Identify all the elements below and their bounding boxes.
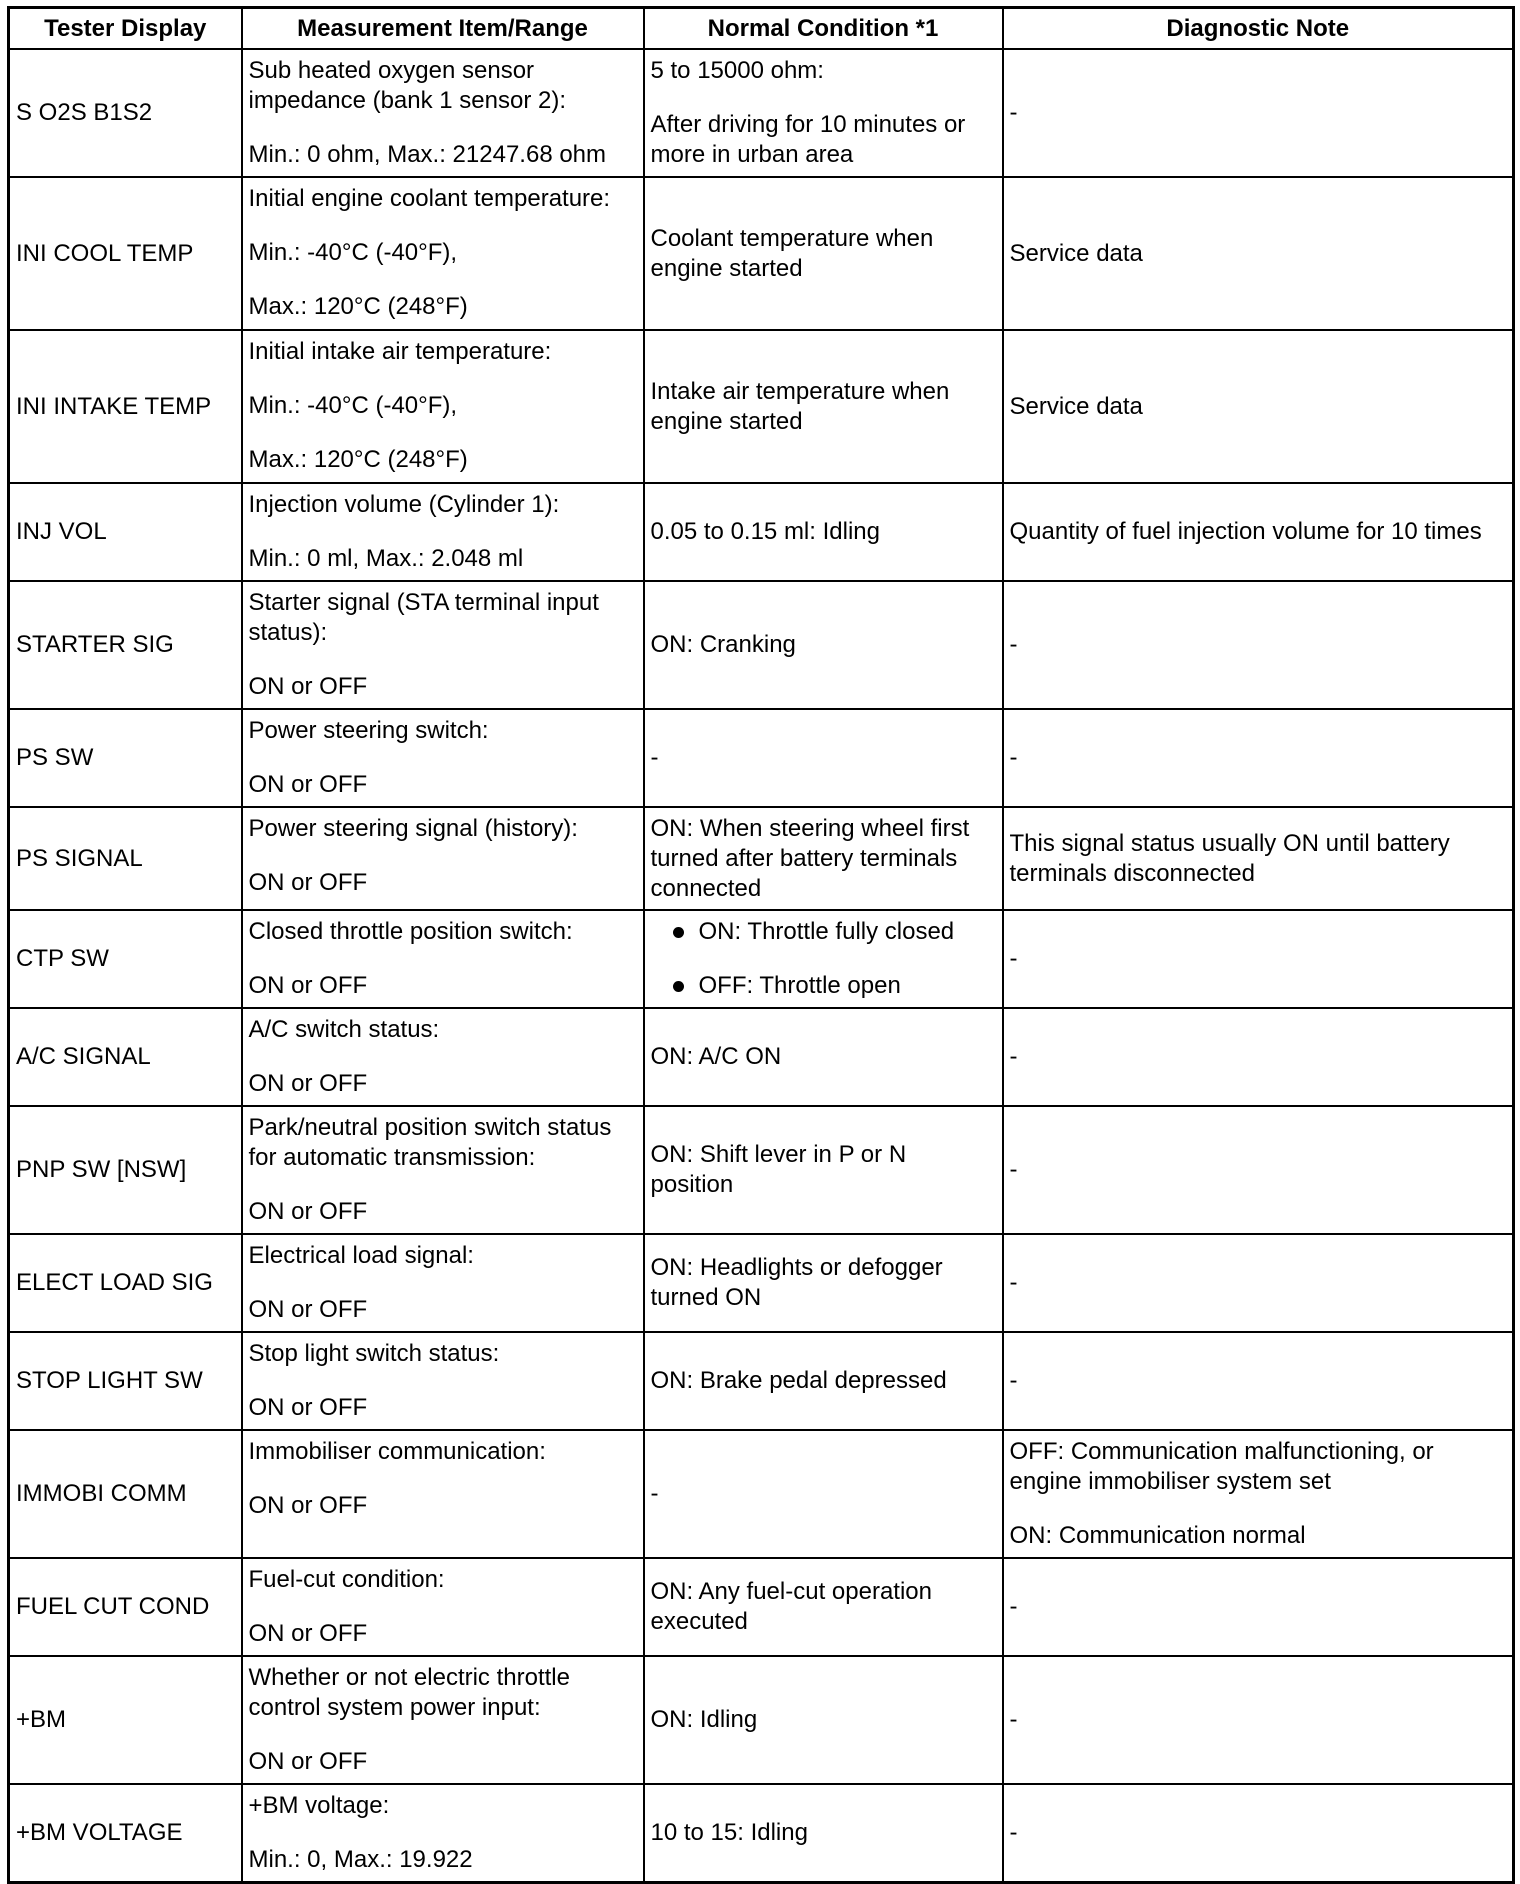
diagnostic-note-cell [1003, 1784, 1514, 1882]
measurement-text: ON or OFF [248, 771, 368, 798]
normal-condition-text: ON: Shift lever in P or N position [650, 1141, 907, 1198]
tester-display-cell [9, 807, 242, 910]
diagnostic-note-cell [1003, 177, 1514, 330]
measurement-text: Min.: -40°C (-40°F), [248, 392, 458, 419]
diagnostic-note-cell [1003, 49, 1514, 177]
normal-condition-cell [644, 1106, 1003, 1234]
table-body [9, 49, 1514, 1882]
normal-condition-cell [644, 1430, 1003, 1558]
diagnostic-note-cell [1003, 581, 1514, 709]
normal-condition-text: Intake air temperature when engine started [650, 377, 950, 435]
normal-condition-cell [644, 709, 1003, 807]
normal-condition-text: - [650, 744, 659, 771]
normal-condition-text: ON: A/C ON [650, 1043, 782, 1070]
normal-condition-cell [644, 1784, 1003, 1882]
header-measurement-item: Measurement Item/Range [242, 8, 644, 50]
measurement-text: Electrical load signal: [248, 1242, 474, 1269]
diagnostic-note-cell [1003, 1106, 1514, 1234]
normal-condition-text: ON: Any fuel-cut operation executed [650, 1578, 932, 1635]
diagnostic-note-cell [1003, 807, 1514, 910]
measurement-text: Starter signal (STA terminal input status): [248, 589, 599, 646]
normal-condition-text: ON: Idling [650, 1706, 758, 1733]
tester-display-cell [9, 1106, 242, 1234]
tester-display-cell [9, 709, 242, 807]
normal-condition-text: ON: When steering wheel first turned after battery terminals connected [650, 814, 970, 902]
measurement-cell [242, 483, 644, 581]
normal-condition-cell [644, 49, 1003, 177]
diagnostic-note-cell [1003, 1656, 1514, 1784]
diagnostic-note-cell [1003, 910, 1514, 1008]
tester-display-text: PNP SW [NSW] [16, 1156, 187, 1183]
normal-condition-text: After driving for 10 minutes or more in urban area [650, 111, 966, 168]
diagnostic-note-text: OFF: Communication malfunctioning, or engine immobiliser system set [1009, 1438, 1434, 1495]
normal-condition-text: Coolant temperature when engine started [650, 224, 934, 282]
measurement-text: Power steering signal (history): [248, 815, 578, 842]
measurement-text: Min.: 0 ml, Max.: 2.048 ml [248, 545, 524, 572]
diagnostic-note-text: Quantity of fuel injection volume for 10 times [1009, 518, 1482, 545]
measurement-text: ON or OFF [248, 972, 368, 999]
tester-display-text: IMMOBI COMM [16, 1480, 187, 1507]
measurement-cell [242, 330, 644, 483]
measurement-cell [242, 910, 644, 1008]
measurement-text: Whether or not electric throttle control system power input: [248, 1664, 570, 1721]
diagnostic-note-text: - [1009, 1818, 1018, 1846]
measurement-cell [242, 709, 644, 807]
table-row [9, 1656, 1514, 1784]
table-row [9, 1234, 1514, 1332]
diagnostic-note-cell [1003, 1558, 1514, 1656]
tester-display-text: STARTER SIG [16, 631, 174, 658]
tester-display-cell [9, 49, 242, 177]
table-row [9, 330, 1514, 483]
diagnostic-note-text: - [1009, 1156, 1018, 1183]
normal-condition-cell [644, 1656, 1003, 1784]
tester-display-cell [9, 1656, 242, 1784]
tester-display-cell [9, 1784, 242, 1882]
diagnostic-note-text: - [1009, 1706, 1018, 1733]
table-row [9, 1332, 1514, 1430]
tester-display-cell [9, 1234, 242, 1332]
diagnostic-note-text: This signal status usually ON until battery terminals disconnected [1009, 829, 1450, 887]
diagnostic-note-text: - [1009, 1043, 1018, 1070]
tester-display-text: STOP LIGHT SW [16, 1367, 203, 1394]
diagnostic-note-cell [1003, 709, 1514, 807]
measurement-text: Min.: -40°C (-40°F), [248, 239, 458, 266]
table-row [9, 709, 1514, 807]
diagnostic-note-text: - [1009, 99, 1018, 126]
measurement-text: ON or OFF [248, 1070, 368, 1097]
measurement-text: ON or OFF [248, 673, 368, 700]
measurement-text: Max.: 120°C (248°F) [248, 446, 468, 473]
normal-condition-cell [644, 910, 1003, 1008]
normal-condition-cell [644, 1332, 1003, 1430]
table-row [9, 177, 1514, 330]
table-row [9, 1106, 1514, 1234]
diagnostic-note-cell [1003, 1008, 1514, 1106]
table-row [9, 807, 1514, 910]
diagnostic-note-cell [1003, 330, 1514, 483]
measurement-text: ON or OFF [248, 869, 368, 896]
header-diagnostic-note: Diagnostic Note [1003, 8, 1514, 50]
measurement-text: ON or OFF [248, 1296, 368, 1323]
tester-display-text: ELECT LOAD SIG [16, 1269, 213, 1296]
normal-condition-text: ON: Brake pedal depressed [650, 1367, 947, 1394]
measurement-cell [242, 1558, 644, 1656]
diagnostic-note-text: - [1009, 1367, 1018, 1394]
measurement-cell [242, 1430, 644, 1558]
measurement-text: Park/neutral position switch status for automatic transmission: [248, 1114, 612, 1171]
measurement-text: ON or OFF [248, 1492, 368, 1519]
tester-display-text: INI COOL TEMP [16, 239, 194, 267]
tester-display-text: A/C SIGNAL [16, 1043, 151, 1070]
tester-display-cell [9, 1430, 242, 1558]
measurement-cell [242, 1784, 644, 1882]
diagnostic-note-text: - [1009, 631, 1018, 658]
normal-condition-text: 10 to 15: Idling [650, 1818, 808, 1846]
diagnostic-note-text: - [1009, 1269, 1018, 1296]
measurement-cell [242, 1008, 644, 1106]
tester-display-cell [9, 1558, 242, 1656]
header-tester-display: Tester Display [9, 8, 242, 50]
normal-condition-text: ON: Headlights or defogger turned ON [650, 1254, 943, 1311]
tester-display-text: PS SW [16, 744, 94, 771]
measurement-cell [242, 1106, 644, 1234]
measurement-text: Min.: 0, Max.: 19.922 [248, 1846, 473, 1873]
table-row [9, 910, 1514, 1008]
measurement-text: Power steering switch: [248, 717, 489, 744]
normal-condition-cell [644, 1558, 1003, 1656]
measurement-text: A/C switch status: [248, 1016, 440, 1043]
normal-condition-cell [644, 581, 1003, 709]
tester-display-text: FUEL CUT COND [16, 1593, 210, 1620]
normal-condition-text: - [650, 1480, 659, 1507]
measurement-cell [242, 49, 644, 177]
tester-display-text: +BM VOLTAGE [16, 1818, 183, 1846]
table-row [9, 483, 1514, 581]
header-row [9, 8, 1514, 50]
tester-display-text: PS SIGNAL [16, 844, 143, 872]
diagnostic-note-text: - [1009, 1593, 1018, 1620]
tester-display-text: CTP SW [16, 945, 109, 972]
tester-display-text: INI INTAKE TEMP [16, 392, 212, 420]
measurement-text: ON or OFF [248, 1394, 368, 1421]
measurement-text: Min.: 0 ohm, Max.: 21247.68 ohm [248, 141, 607, 168]
measurement-text: Initial engine coolant temperature: [248, 185, 611, 212]
measurement-text: Initial intake air temperature: [248, 338, 552, 365]
tester-display-text: INJ VOL [16, 518, 107, 545]
diagnostic-note-text: - [1009, 744, 1018, 771]
data-list-table [7, 6, 1515, 1884]
measurement-text: Fuel-cut condition: [248, 1566, 445, 1593]
measurement-cell [242, 1656, 644, 1784]
diagnostic-note-text: - [1009, 945, 1018, 972]
measurement-cell [242, 807, 644, 910]
normal-condition-text: 0.05 to 0.15 ml: Idling [650, 518, 880, 545]
tester-display-cell [9, 910, 242, 1008]
measurement-text: Injection volume (Cylinder 1): [248, 491, 560, 518]
table-row [9, 1008, 1514, 1106]
measurement-cell [242, 177, 644, 330]
measurement-text: Sub heated oxygen sensor impedance (bank 1 sensor 2): [248, 57, 567, 114]
normal-condition-cell [644, 483, 1003, 581]
diagnostic-note-cell [1003, 1234, 1514, 1332]
table-row [9, 49, 1514, 177]
tester-display-cell [9, 483, 242, 581]
measurement-cell [242, 1234, 644, 1332]
normal-condition-text: ON: Cranking [650, 631, 796, 658]
diagnostic-note-text: Service data [1009, 239, 1143, 267]
diagnostic-note-text: Service data [1009, 392, 1143, 420]
table-row [9, 1784, 1514, 1882]
measurement-text: Max.: 120°C (248°F) [248, 293, 468, 320]
measurement-text: ON or OFF [248, 1620, 368, 1647]
tester-display-cell [9, 1008, 242, 1106]
measurement-text: Stop light switch status: [248, 1340, 500, 1367]
tester-display-text: +BM [16, 1706, 67, 1733]
measurement-text: Immobiliser communication: [248, 1438, 546, 1465]
table-row [9, 581, 1514, 709]
measurement-text: Closed throttle position switch: [248, 918, 573, 945]
tester-display-cell [9, 581, 242, 709]
table-row [9, 1558, 1514, 1656]
tester-display-cell [9, 177, 242, 330]
measurement-text: +BM voltage: [248, 1792, 390, 1819]
measurement-cell [242, 1332, 644, 1430]
normal-condition-cell [644, 330, 1003, 483]
diagnostic-note-cell [1003, 483, 1514, 581]
normal-condition-bullet: ON: Throttle fully closed [651, 917, 996, 947]
diagnostic-note-cell [1003, 1430, 1514, 1558]
tester-display-cell [9, 1332, 242, 1430]
header-normal-condition: Normal Condition *1 [644, 8, 1003, 50]
normal-condition-cell [644, 177, 1003, 330]
tester-display-cell [9, 330, 242, 483]
measurement-text: ON or OFF [248, 1748, 368, 1775]
normal-condition-text: 5 to 15000 ohm: [650, 57, 824, 84]
diagnostic-note-text: ON: Communication normal [1009, 1522, 1306, 1549]
normal-condition-cell [644, 807, 1003, 910]
tester-display-text: S O2S B1S2 [16, 99, 153, 126]
measurement-text: ON or OFF [248, 1198, 368, 1225]
table-row [9, 1430, 1514, 1558]
normal-condition-cell [644, 1008, 1003, 1106]
normal-condition-cell [644, 1234, 1003, 1332]
normal-condition-bullet: OFF: Throttle open [651, 971, 996, 1001]
diagnostic-note-cell [1003, 1332, 1514, 1430]
measurement-cell [242, 581, 644, 709]
